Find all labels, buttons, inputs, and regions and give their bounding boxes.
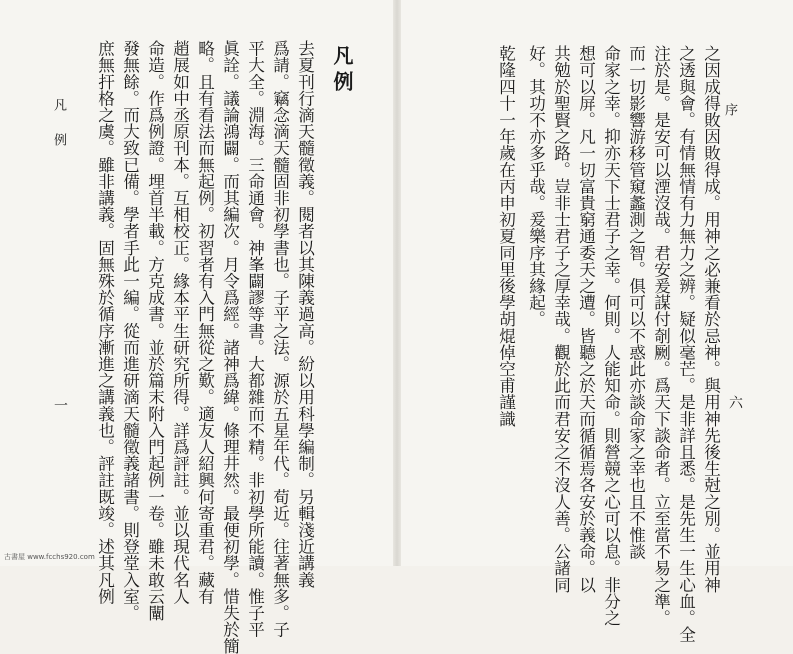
text-column: 趙展如中丞原刊本。互相校正。緣本平生研究所得。詳爲評註。並以現代名人 [170,40,190,605]
running-head: 凡例 [51,98,66,168]
text-column: 之透與會。有情無情有力無力之辨。疑似毫芒。是非詳且悉。是先生一生心血。全 [676,45,696,643]
text-column: 而一切影響游移管窺蠡測之智。俱可以不惑此亦談命家之幸也且不惟談 [626,45,646,560]
text-column: 發無餘。而大致已備。學者手此一編。從而進研滴天髓徵義諸書。則登堂入室。 [120,40,140,621]
text-column: 庶無扞格之虞。雖非講義。固無殊於循序漸進之講義也。評註既竣。述其凡例 [95,40,115,605]
text-column: 想可以屏。凡一切富貴窮通委天之遭。皆聽之於天而循循焉各安於義命。以 [576,45,596,593]
text-column: 去夏刊行滴天髓徵義。閱者以其陳義過高。紛以用科學編制。另輯淺近講義 [295,40,315,588]
watermark: 古書屋 www.fcchs920.com [4,553,95,561]
text-column: 注於是。是安可以湮沒哉。君安爰謀付剞劂。爲天下談命者。立至當不易之準。 [651,45,671,626]
text-column: 共勉於聖賢之路。豈非士君子之厚幸哉。觀於此而君安之不沒人善。公諸同 [551,45,571,593]
text-column: 乾隆四十一年歲在丙申初夏同里後學胡焜倬空甫謹識 [496,45,516,427]
page-number: 六 [727,395,743,409]
text-column: 之因成得敗因敗得成。用神之必兼看於忌神。與用神先後生尅之別。並用神 [701,45,721,593]
text-column: 眞詮。議論鴻闢。而其編次。月令爲經。諸神爲緯。條理井然。最便初學。惜失於簡 [220,40,240,654]
text-column: 命造。作爲例證。埋首半載。方克成書。並於篇末附入門起例一卷。雖未敢云闡 [145,40,165,621]
text-column: 命家之幸。抑亦天下士君子之幸。何則。人能知命。則營競之心可以息。非分之 [601,45,621,626]
text-column: 好。其功不亦多乎哉。爰樂序其緣起。 [526,45,546,328]
page-title: 凡例 [330,45,354,97]
text-column: 略。且有看法而無起例。初習者有入門無從之歎。適友人紹興何寄重君。藏有 [195,40,215,605]
text-column: 平大全。淵海。三命通會。神峯闢謬等書。大都雜而不精。非初學所能讀。惟子平 [245,40,265,638]
page-number: 一 [52,398,68,412]
right-page [397,0,793,643]
running-head: 序 [722,103,737,138]
text-column: 爲請。竊念滴天髓固非初學書也。子平之法。源於五星年代。荀近。往著無多。子 [270,40,290,638]
